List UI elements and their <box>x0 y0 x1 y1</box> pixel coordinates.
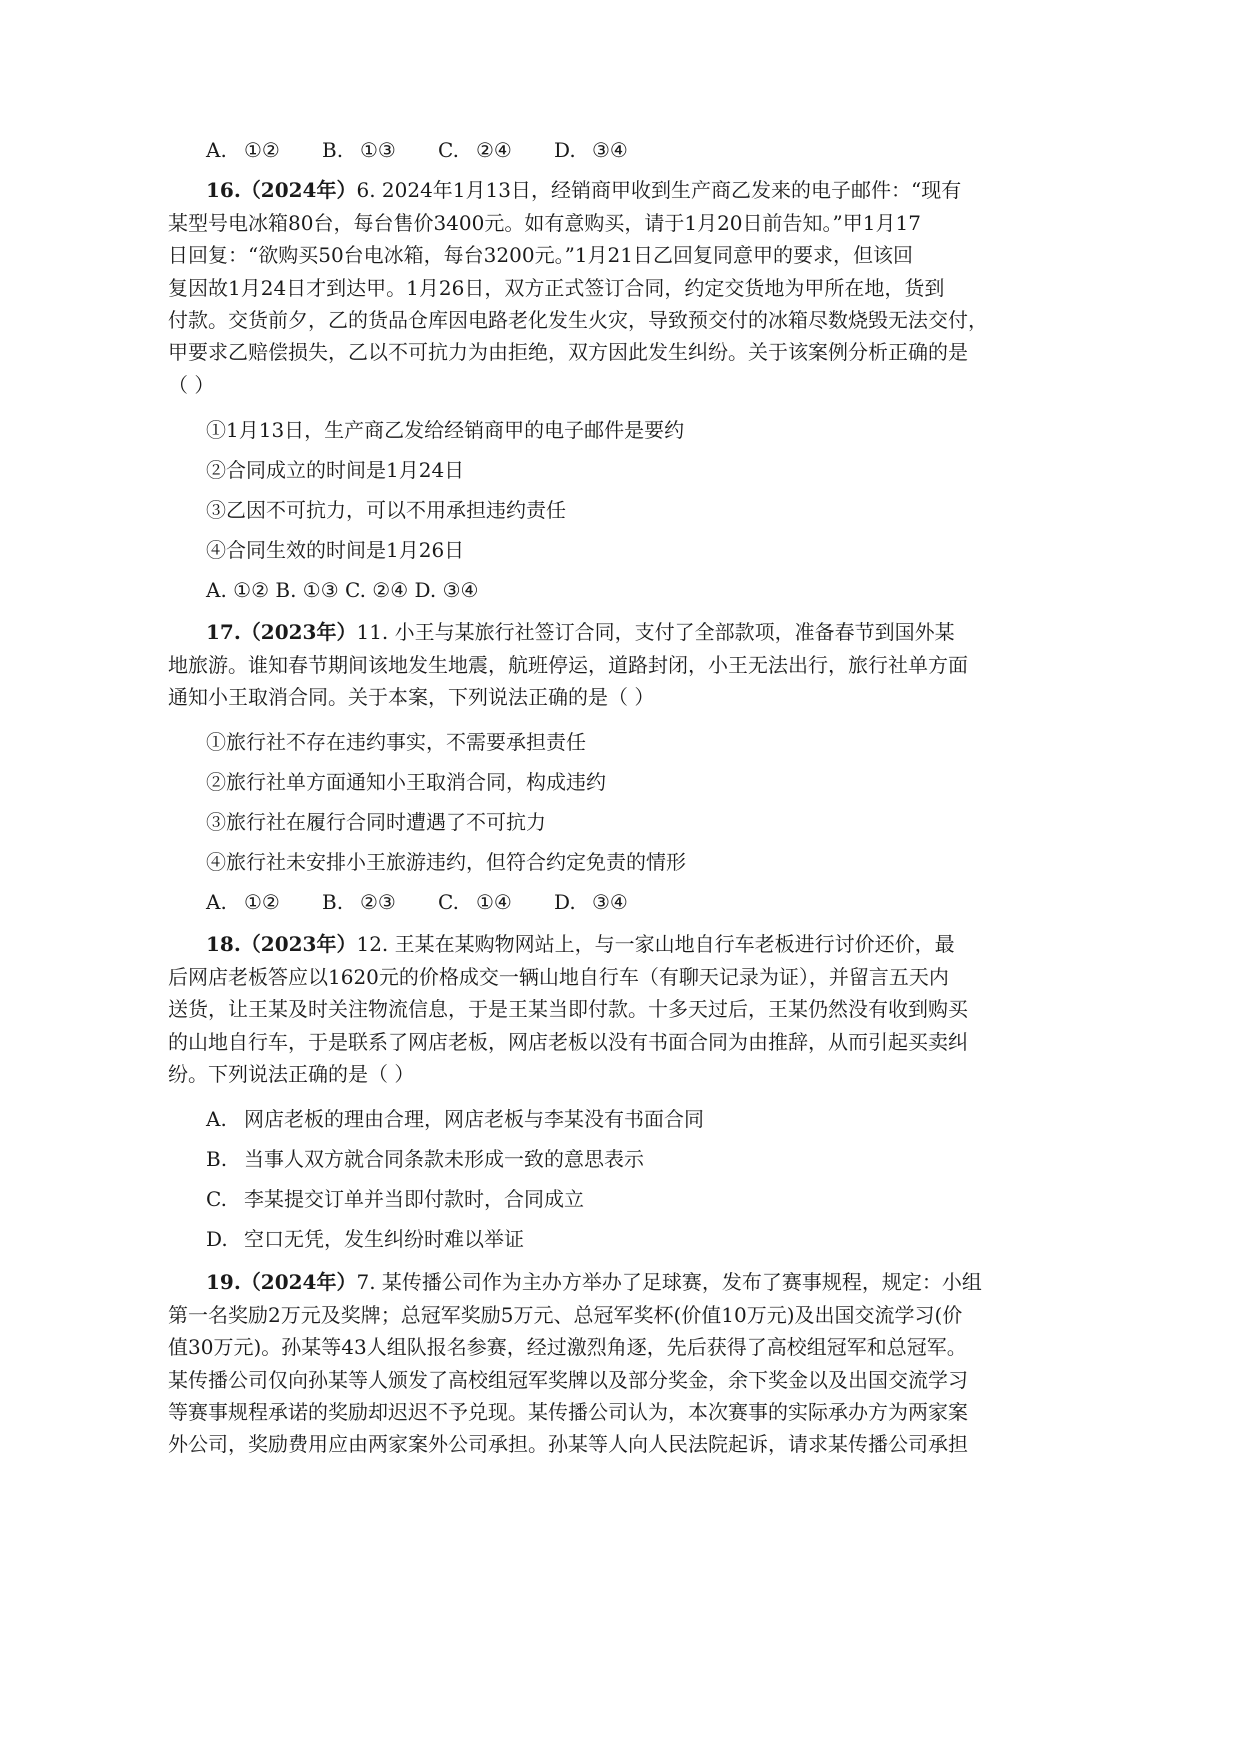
question-number: 19.（2024年） <box>206 1270 357 1294</box>
q16-line-2: 某型号电冰箱80台，每台售价3400元。如有意购买，请于1月20日前告知。”甲1月17 <box>168 211 921 235</box>
q16-line-4: 复因故1月24日才到达甲。1月26日，双方正式签订合同，约定交货地为甲所在地，货到 <box>168 276 945 300</box>
q19-line-2: 第一名奖励2万元及奖牌；总冠军奖励5万元、总冠军奖杯(价值10万元)及出国交流学习(价 <box>168 1303 963 1327</box>
q17-item-3: ③旅行社在履行合同时遭遇了不可抗力 <box>206 810 546 834</box>
option-b-label: B. <box>322 138 344 162</box>
q16-line-6: 甲要求乙赔偿损失，乙以不可抗力为由拒绝，双方因此发生纠纷。关于该案例分析正确的是 <box>168 340 968 364</box>
q18-line-3: 送货，让王某及时关注物流信息，于是王某当即付款。十多天过后，王某仍然没有收到购买 <box>168 997 968 1021</box>
option-d-value: ③④ <box>592 890 628 914</box>
question-text: 6. 2024年1月13日，经销商甲收到生产商乙发来的电子邮件：“现有 <box>356 178 962 202</box>
q17-item-1: ①旅行社不存在违约事实，不需要承担责任 <box>206 730 586 754</box>
option-b-label: B. <box>322 890 344 914</box>
q15-options <box>206 138 628 162</box>
choice-label: D. <box>206 1227 228 1251</box>
q18-line-5: 纷。下列说法正确的是（ ） <box>168 1062 415 1086</box>
q19-line-6: 外公司，奖励费用应由两家案外公司承担。孙某等人向人民法院起诉，请求某传播公司承担 <box>168 1432 968 1456</box>
choice-text: 空口无凭，发生纠纷时难以举证 <box>244 1227 524 1251</box>
question-number: 16.（2024年） <box>206 178 357 202</box>
q16-item-4: ④合同生效的时间是1月26日 <box>206 538 465 562</box>
question-text: 12. 王某在某购物网站上，与一家山地自行车老板进行讨价还价，最 <box>356 932 955 956</box>
option-c-label: C. <box>438 890 459 914</box>
option-d-value: ③④ <box>592 138 628 162</box>
q18-line-4: 的山地自行车，于是联系了网店老板，网店老板以没有书面合同为由推辞，从而引起买卖纠 <box>168 1030 968 1054</box>
q16-line-3: 日回复：“欲购买50台电冰箱，每台3200元。”1月21日乙回复同意甲的要求，但该回 <box>168 243 913 267</box>
q19-line-1 <box>206 1270 982 1294</box>
option-a-label: A. <box>206 138 227 162</box>
q19-line-3: 值30万元)。孙某等43人组队报名参赛，经过激烈角逐，先后获得了高校组冠军和总冠军。 <box>168 1335 967 1359</box>
q17-item-4: ④旅行社未安排小王旅游违约，但符合约定免责的情形 <box>206 850 686 874</box>
q16-options: A. ①② B. ①③ C. ②④ D. ③④ <box>206 578 479 602</box>
option-d-label: D. <box>554 890 576 914</box>
q18-line-1 <box>206 932 955 956</box>
choice-label: A. <box>206 1107 227 1131</box>
option-a-label: A. <box>206 890 227 914</box>
option-b-value: ②③ <box>360 890 396 914</box>
q18-line-2: 后网店老板答应以1620元的价格成交一辆山地自行车（有聊天记录为证），并留言五天内 <box>168 965 949 989</box>
q16-line-5: 付款。交货前夕，乙的货品仓库因电路老化发生火灾，导致预交付的冰箱尽数烧毁无法交付， <box>168 308 988 332</box>
option-c-value: ①④ <box>476 890 512 914</box>
choice-label: C. <box>206 1187 227 1211</box>
choice-text: 李某提交订单并当即付款时，合同成立 <box>244 1187 584 1211</box>
option-d-label: D. <box>554 138 576 162</box>
q17-line-1 <box>206 620 955 644</box>
question-number: 17.（2023年） <box>206 620 357 644</box>
question-number: 18.（2023年） <box>206 932 357 956</box>
question-text: 11. 小王与某旅行社签订合同，支付了全部款项，准备春节到国外某 <box>356 620 955 644</box>
q17-item-2: ②旅行社单方面通知小王取消合同，构成违约 <box>206 770 606 794</box>
q16-item-1: ①1月13日，生产商乙发给经销商甲的电子邮件是要约 <box>206 418 685 442</box>
option-a-value: ①② <box>244 138 280 162</box>
q17-options <box>206 890 628 914</box>
choice-text: 当事人双方就合同条款未形成一致的意思表示 <box>244 1147 644 1171</box>
q18-choice-c <box>206 1187 584 1211</box>
option-c-value: ②④ <box>476 138 512 162</box>
q17-line-2: 地旅游。谁知春节期间该地发生地震，航班停运，道路封闭，小王无法出行，旅行社单方面 <box>168 653 968 677</box>
choice-text: 网店老板的理由合理，网店老板与李某没有书面合同 <box>244 1107 704 1131</box>
option-c-label: C. <box>438 138 459 162</box>
q16-item-2: ②合同成立的时间是1月24日 <box>206 458 465 482</box>
q18-choice-a <box>206 1107 704 1131</box>
question-text: 7. 某传播公司作为主办方举办了足球赛，发布了赛事规程，规定：小组 <box>356 1270 982 1294</box>
option-a-value: ①② <box>244 890 280 914</box>
q18-choice-b <box>206 1147 644 1171</box>
q19-line-5: 等赛事规程承诺的奖励却迟迟不予兑现。某传播公司认为，本次赛事的实际承办方为两家案 <box>168 1400 968 1424</box>
q16-item-3: ③乙因不可抗力，可以不用承担违约责任 <box>206 498 566 522</box>
q16-line-1 <box>206 178 961 202</box>
q19-line-4: 某传播公司仅向孙某等人颁发了高校组冠军奖牌以及部分奖金，余下奖金以及出国交流学习 <box>168 1368 968 1392</box>
option-b-value: ①③ <box>360 138 396 162</box>
q16-line-7: （ ） <box>168 373 215 397</box>
q17-line-3: 通知小王取消合同。关于本案，下列说法正确的是（ ） <box>168 685 655 709</box>
q18-choice-d <box>206 1227 524 1251</box>
choice-label: B. <box>206 1147 228 1171</box>
